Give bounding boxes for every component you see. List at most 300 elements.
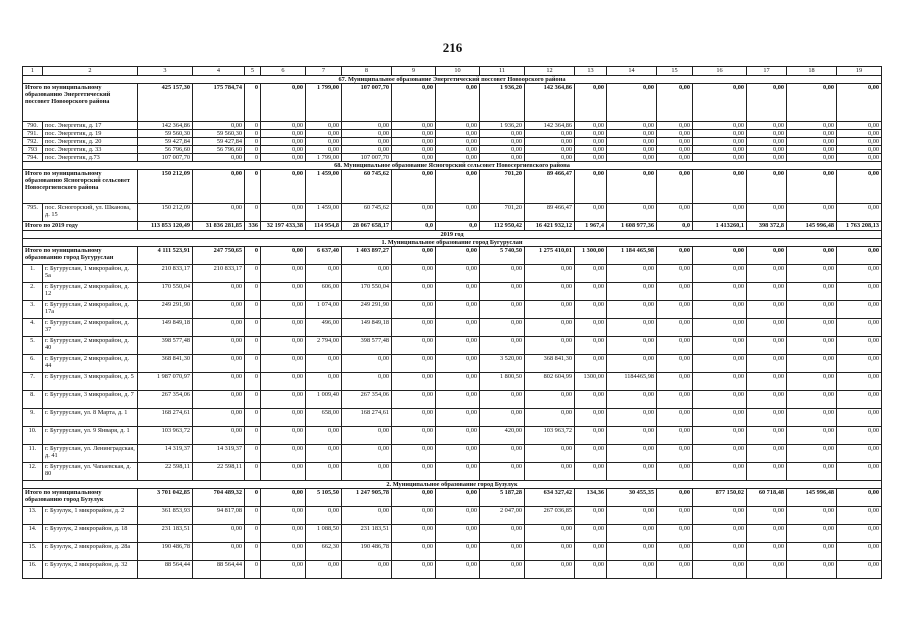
value-cell: 0,00 <box>607 138 657 146</box>
value-cell: 1 074,00 <box>306 301 342 319</box>
value-cell: 0,00 <box>693 409 747 427</box>
table-row <box>23 391 882 409</box>
value-cell: 0,00 <box>436 355 480 373</box>
value-cell: 0,00 <box>261 337 306 355</box>
value-cell: 0,00 <box>392 122 436 130</box>
value-cell: 701,20 <box>480 204 525 222</box>
value-cell: 0,00 <box>747 507 787 525</box>
value-cell: 107 007,70 <box>138 154 193 162</box>
value-cell: 0,00 <box>693 463 747 481</box>
value-cell: 0,00 <box>392 355 436 373</box>
value-cell: 107 007,70 <box>342 84 392 122</box>
value-cell: 0 <box>245 489 261 507</box>
value-cell: 249 291,90 <box>342 301 392 319</box>
value-cell: 0,00 <box>787 445 837 463</box>
total-label-cell: Итого по 2019 году <box>23 222 138 231</box>
value-cell: 0,00 <box>693 146 747 154</box>
section-heading: 2. Муниципальное образование город Бузулук <box>23 481 882 489</box>
value-cell: 0 <box>245 391 261 409</box>
value-cell: 0,00 <box>607 319 657 337</box>
value-cell: 398 577,48 <box>342 337 392 355</box>
section-heading: 1. Муниципальное образование город Бугуруслан <box>23 239 882 247</box>
value-cell: 0,00 <box>193 391 245 409</box>
value-cell: 0,00 <box>747 130 787 138</box>
address-cell: г. Бугуруслан, 2 микрорайон, д. 37 <box>43 319 138 337</box>
section-heading-row <box>23 481 882 489</box>
value-cell: 0,00 <box>607 84 657 122</box>
row-index-cell: 790. <box>23 122 43 130</box>
value-cell: 425 157,30 <box>138 84 193 122</box>
column-number-cell: 10 <box>436 67 480 76</box>
value-cell: 0,00 <box>525 463 575 481</box>
value-cell: 1184465,98 <box>607 373 657 391</box>
value-cell: 0,00 <box>693 337 747 355</box>
column-number-cell: 3 <box>138 67 193 76</box>
address-cell: пос. Ясногорский, ул. Шканова, д. 15 <box>43 204 138 222</box>
value-cell: 0,00 <box>392 283 436 301</box>
value-cell: 0,00 <box>261 204 306 222</box>
table-row <box>23 204 882 222</box>
value-cell: 0,00 <box>342 146 392 154</box>
row-index-cell: 9. <box>23 409 43 427</box>
value-cell: 361 853,93 <box>138 507 193 525</box>
value-cell: 0,00 <box>480 283 525 301</box>
value-cell: 0,00 <box>306 427 342 445</box>
value-cell: 0 <box>245 301 261 319</box>
value-cell: 103 963,72 <box>525 427 575 445</box>
value-cell: 0,00 <box>261 247 306 265</box>
value-cell: 0 <box>245 427 261 445</box>
value-cell: 5 187,28 <box>480 489 525 507</box>
value-cell: 0 <box>245 463 261 481</box>
row-index-cell: 793 <box>23 146 43 154</box>
value-cell: 0,00 <box>480 154 525 162</box>
value-cell: 0,00 <box>607 146 657 154</box>
value-cell: 1300,00 <box>575 373 607 391</box>
total-label-cell: Итого по муниципальному образованию Энергетический поссовет Новоорского района <box>23 84 138 122</box>
address-cell: г. Бугуруслан, 2 микрорайон, д. 44 <box>43 355 138 373</box>
column-number-cell: 15 <box>657 67 693 76</box>
value-cell: 0,00 <box>837 301 882 319</box>
address-cell: г. Бугуруслан, 2 микрорайон, д. 17а <box>43 301 138 319</box>
value-cell: 0,00 <box>747 146 787 154</box>
section-heading-row <box>23 231 882 239</box>
value-cell: 0 <box>245 319 261 337</box>
value-cell: 0,00 <box>837 146 882 154</box>
value-cell: 0,00 <box>693 122 747 130</box>
value-cell: 2 794,00 <box>306 337 342 355</box>
value-cell: 0,00 <box>525 525 575 543</box>
value-cell: 112 950,42 <box>480 222 525 231</box>
value-cell: 0,00 <box>480 337 525 355</box>
value-cell: 0,00 <box>787 84 837 122</box>
column-number-cell: 6 <box>261 67 306 76</box>
value-cell: 0,00 <box>693 84 747 122</box>
value-cell: 0,00 <box>657 130 693 138</box>
value-cell: 0,00 <box>392 525 436 543</box>
table-row <box>23 445 882 463</box>
value-cell: 0,00 <box>575 84 607 122</box>
value-cell: 1 936,20 <box>480 122 525 130</box>
value-cell: 0,00 <box>436 525 480 543</box>
column-number-cell: 14 <box>607 67 657 76</box>
value-cell: 0,00 <box>392 507 436 525</box>
value-cell: 0,00 <box>747 319 787 337</box>
value-cell: 0,00 <box>193 543 245 561</box>
value-cell: 0,00 <box>787 507 837 525</box>
value-cell: 0,00 <box>747 84 787 122</box>
value-cell: 107 007,70 <box>342 154 392 162</box>
address-cell: пос. Энергетик, д. 17 <box>43 122 138 130</box>
address-cell: г. Бугуруслан, 3 микрорайон, д. 5 <box>43 373 138 391</box>
value-cell: 1 184 465,98 <box>607 247 657 265</box>
value-cell: 5 740,50 <box>480 247 525 265</box>
value-cell: 0,00 <box>693 130 747 138</box>
value-cell: 0,00 <box>657 543 693 561</box>
value-cell: 0,00 <box>787 561 837 579</box>
value-cell: 0,00 <box>787 337 837 355</box>
value-cell: 0,00 <box>306 146 342 154</box>
value-cell: 145 996,48 <box>787 489 837 507</box>
table-row <box>23 130 882 138</box>
value-cell: 0,00 <box>657 138 693 146</box>
value-cell: 0,00 <box>392 489 436 507</box>
table-row <box>23 138 882 146</box>
value-cell: 0,00 <box>436 146 480 154</box>
value-cell: 0,00 <box>693 525 747 543</box>
value-cell: 0,00 <box>657 409 693 427</box>
value-cell: 0,00 <box>261 319 306 337</box>
value-cell: 0,00 <box>525 409 575 427</box>
value-cell: 0,00 <box>392 445 436 463</box>
value-cell: 0 <box>245 373 261 391</box>
value-cell: 0,00 <box>657 204 693 222</box>
value-cell: 14 319,37 <box>138 445 193 463</box>
value-cell: 0,00 <box>261 265 306 283</box>
value-cell: 0,00 <box>306 265 342 283</box>
value-cell: 496,00 <box>306 319 342 337</box>
value-cell: 0,00 <box>607 525 657 543</box>
value-cell: 0,00 <box>837 561 882 579</box>
value-cell: 1 009,40 <box>306 391 342 409</box>
value-cell: 0,00 <box>607 154 657 162</box>
value-cell: 0,00 <box>657 445 693 463</box>
value-cell: 0,00 <box>657 84 693 122</box>
value-cell: 168 274,61 <box>342 409 392 427</box>
column-number-cell: 2 <box>43 67 138 76</box>
value-cell: 0,00 <box>436 543 480 561</box>
value-cell: 94 817,08 <box>193 507 245 525</box>
value-cell: 0,00 <box>342 427 392 445</box>
value-cell: 0,00 <box>261 489 306 507</box>
value-cell: 0,00 <box>837 463 882 481</box>
value-cell: 0,00 <box>657 355 693 373</box>
value-cell: 0,00 <box>436 301 480 319</box>
value-cell: 0,00 <box>342 445 392 463</box>
value-cell: 0,00 <box>747 391 787 409</box>
value-cell: 0,00 <box>342 463 392 481</box>
value-cell: 190 486,78 <box>342 543 392 561</box>
value-cell: 0,00 <box>787 247 837 265</box>
value-cell: 0,00 <box>575 130 607 138</box>
value-cell: 0,00 <box>787 265 837 283</box>
value-cell: 0,00 <box>480 561 525 579</box>
table-row <box>23 146 882 154</box>
value-cell: 0,00 <box>261 463 306 481</box>
value-cell: 0,00 <box>747 138 787 146</box>
value-cell: 0,00 <box>747 204 787 222</box>
column-number-cell: 5 <box>245 67 261 76</box>
row-index-cell: 8. <box>23 391 43 409</box>
table-row <box>23 355 882 373</box>
total-label-cell: Итого по муниципальному образованию город Бузулук <box>23 489 138 507</box>
value-cell: 0,00 <box>306 463 342 481</box>
value-cell: 0,00 <box>693 265 747 283</box>
value-cell: 0,00 <box>575 445 607 463</box>
value-cell: 0 <box>245 507 261 525</box>
value-cell: 1 608 977,36 <box>607 222 657 231</box>
section-heading: 2019 год <box>23 231 882 239</box>
value-cell: 0,00 <box>392 204 436 222</box>
value-cell: 1 799,00 <box>306 84 342 122</box>
value-cell: 0,0 <box>436 222 480 231</box>
value-cell: 5 105,50 <box>306 489 342 507</box>
row-index-cell: 14. <box>23 525 43 543</box>
value-cell: 0 <box>245 122 261 130</box>
value-cell: 0,00 <box>837 337 882 355</box>
value-cell: 1 799,00 <box>306 154 342 162</box>
value-cell: 0,00 <box>193 154 245 162</box>
value-cell: 0 <box>245 130 261 138</box>
value-cell: 1 247 905,78 <box>342 489 392 507</box>
value-cell: 0,00 <box>787 138 837 146</box>
section-heading-row <box>23 162 882 170</box>
value-cell: 0,00 <box>261 445 306 463</box>
value-cell: 0,00 <box>392 170 436 204</box>
value-cell: 0,00 <box>657 561 693 579</box>
value-cell: 701,20 <box>480 170 525 204</box>
value-cell: 0,00 <box>657 122 693 130</box>
value-cell: 0,00 <box>747 427 787 445</box>
value-cell: 59 560,30 <box>193 130 245 138</box>
value-cell: 0,00 <box>657 154 693 162</box>
value-cell: 0,00 <box>693 427 747 445</box>
value-cell: 0,00 <box>837 543 882 561</box>
value-cell: 0 <box>245 247 261 265</box>
value-cell: 31 836 281,85 <box>193 222 245 231</box>
value-cell: 0,00 <box>436 561 480 579</box>
value-cell: 1 275 410,01 <box>525 247 575 265</box>
address-cell: г. Бузулук, 2 микрорайон, д. 32 <box>43 561 138 579</box>
value-cell: 0,00 <box>392 463 436 481</box>
value-cell: 0,00 <box>392 391 436 409</box>
subtotal-row <box>23 247 882 265</box>
value-cell: 0,00 <box>787 543 837 561</box>
value-cell: 0 <box>245 170 261 204</box>
row-index-cell: 12. <box>23 463 43 481</box>
value-cell: 0,00 <box>657 337 693 355</box>
value-cell: 0,00 <box>837 283 882 301</box>
subtotal-row <box>23 489 882 507</box>
value-cell: 231 183,51 <box>138 525 193 543</box>
value-cell: 0,00 <box>480 391 525 409</box>
value-cell: 0,00 <box>392 265 436 283</box>
value-cell: 0,00 <box>747 265 787 283</box>
value-cell: 0,00 <box>436 489 480 507</box>
row-index-cell: 2. <box>23 283 43 301</box>
row-index-cell: 792. <box>23 138 43 146</box>
value-cell: 267 036,85 <box>525 507 575 525</box>
value-cell: 0,00 <box>436 445 480 463</box>
value-cell: 0,00 <box>392 427 436 445</box>
value-cell: 0,00 <box>392 154 436 162</box>
value-cell: 267 354,06 <box>138 391 193 409</box>
value-cell: 0,00 <box>747 445 787 463</box>
value-cell: 606,00 <box>306 283 342 301</box>
value-cell: 0,00 <box>575 427 607 445</box>
value-cell: 0,00 <box>787 355 837 373</box>
value-cell: 0,00 <box>837 373 882 391</box>
value-cell: 0,00 <box>607 170 657 204</box>
value-cell: 0,00 <box>480 525 525 543</box>
value-cell: 0,00 <box>787 122 837 130</box>
value-cell: 0,00 <box>306 445 342 463</box>
row-index-cell: 791. <box>23 130 43 138</box>
value-cell: 0,00 <box>787 204 837 222</box>
column-number-row <box>23 67 882 76</box>
value-cell: 0,00 <box>261 373 306 391</box>
value-cell: 0,00 <box>657 301 693 319</box>
value-cell: 0,00 <box>261 525 306 543</box>
value-cell: 0,00 <box>575 146 607 154</box>
value-cell: 0,00 <box>657 170 693 204</box>
value-cell: 0,00 <box>837 138 882 146</box>
table-row <box>23 122 882 130</box>
value-cell: 170 550,04 <box>138 283 193 301</box>
value-cell: 0,00 <box>525 265 575 283</box>
value-cell: 0 <box>245 283 261 301</box>
value-cell: 0,00 <box>837 84 882 122</box>
value-cell: 1 459,00 <box>306 204 342 222</box>
value-cell: 231 183,51 <box>342 525 392 543</box>
value-cell: 210 833,17 <box>138 265 193 283</box>
value-cell: 0,00 <box>392 301 436 319</box>
value-cell: 0,00 <box>607 130 657 138</box>
value-cell: 0,00 <box>607 391 657 409</box>
value-cell: 0,00 <box>693 204 747 222</box>
address-cell: г. Бугуруслан, 1 микрорайон, д. 5а <box>43 265 138 283</box>
value-cell: 0,00 <box>693 170 747 204</box>
value-cell: 0,00 <box>392 337 436 355</box>
value-cell: 0,00 <box>747 247 787 265</box>
value-cell: 0,00 <box>693 138 747 146</box>
table-row <box>23 507 882 525</box>
value-cell: 368 841,30 <box>138 355 193 373</box>
value-cell: 0,00 <box>575 138 607 146</box>
value-cell: 0,00 <box>657 489 693 507</box>
value-cell: 0,00 <box>525 391 575 409</box>
value-cell: 0,00 <box>261 301 306 319</box>
value-cell: 0,00 <box>693 391 747 409</box>
value-cell: 0,00 <box>306 138 342 146</box>
row-index-cell: 16. <box>23 561 43 579</box>
value-cell: 0,00 <box>193 301 245 319</box>
value-cell: 0,00 <box>657 373 693 391</box>
value-cell: 0,00 <box>607 283 657 301</box>
table-row <box>23 373 882 391</box>
value-cell: 0,00 <box>607 427 657 445</box>
value-cell: 0 <box>245 561 261 579</box>
value-cell: 0,00 <box>575 391 607 409</box>
value-cell: 0 <box>245 445 261 463</box>
value-cell: 0,00 <box>480 543 525 561</box>
value-cell: 0 <box>245 409 261 427</box>
value-cell: 1 763 208,13 <box>837 222 882 231</box>
value-cell: 0,00 <box>193 373 245 391</box>
value-cell: 0,00 <box>261 543 306 561</box>
value-cell: 0,00 <box>693 154 747 162</box>
value-cell: 0,00 <box>525 561 575 579</box>
table-row <box>23 427 882 445</box>
value-cell: 0,00 <box>193 337 245 355</box>
value-cell: 14 319,37 <box>193 445 245 463</box>
value-cell: 0,00 <box>787 170 837 204</box>
value-cell: 0,00 <box>747 154 787 162</box>
value-cell: 0,00 <box>436 283 480 301</box>
value-cell: 1 300,00 <box>575 247 607 265</box>
value-cell: 0,00 <box>306 561 342 579</box>
value-cell: 1 967,4 <box>575 222 607 231</box>
column-number-cell: 9 <box>392 67 436 76</box>
value-cell: 0 <box>245 138 261 146</box>
value-cell: 0,00 <box>342 265 392 283</box>
value-cell: 0,00 <box>480 301 525 319</box>
value-cell: 0,00 <box>436 427 480 445</box>
value-cell: 0,00 <box>657 265 693 283</box>
value-cell: 0,00 <box>787 146 837 154</box>
value-cell: 0,00 <box>693 373 747 391</box>
value-cell: 0,00 <box>436 337 480 355</box>
value-cell: 0,00 <box>436 122 480 130</box>
value-cell: 0,00 <box>837 427 882 445</box>
value-cell: 0,00 <box>837 507 882 525</box>
value-cell: 247 750,65 <box>193 247 245 265</box>
value-cell: 0,00 <box>436 507 480 525</box>
value-cell: 0,00 <box>525 301 575 319</box>
value-cell: 0,00 <box>261 283 306 301</box>
table-row <box>23 543 882 561</box>
value-cell: 0,00 <box>693 507 747 525</box>
value-cell: 0,00 <box>436 247 480 265</box>
value-cell: 0,00 <box>193 283 245 301</box>
value-cell: 0,00 <box>575 525 607 543</box>
value-cell: 0,00 <box>787 525 837 543</box>
value-cell: 0,00 <box>575 122 607 130</box>
value-cell: 0,00 <box>747 373 787 391</box>
page-number: 216 <box>442 40 463 55</box>
value-cell: 0,00 <box>261 561 306 579</box>
row-index-cell: 795. <box>23 204 43 222</box>
value-cell: 0,00 <box>261 507 306 525</box>
subtotal-row <box>23 170 882 204</box>
value-cell: 368 841,30 <box>525 355 575 373</box>
value-cell: 0,00 <box>436 130 480 138</box>
value-cell: 662,30 <box>306 543 342 561</box>
value-cell: 1 459,00 <box>306 170 342 204</box>
value-cell: 0,00 <box>837 319 882 337</box>
value-cell: 0,00 <box>261 122 306 130</box>
value-cell: 0,00 <box>261 427 306 445</box>
